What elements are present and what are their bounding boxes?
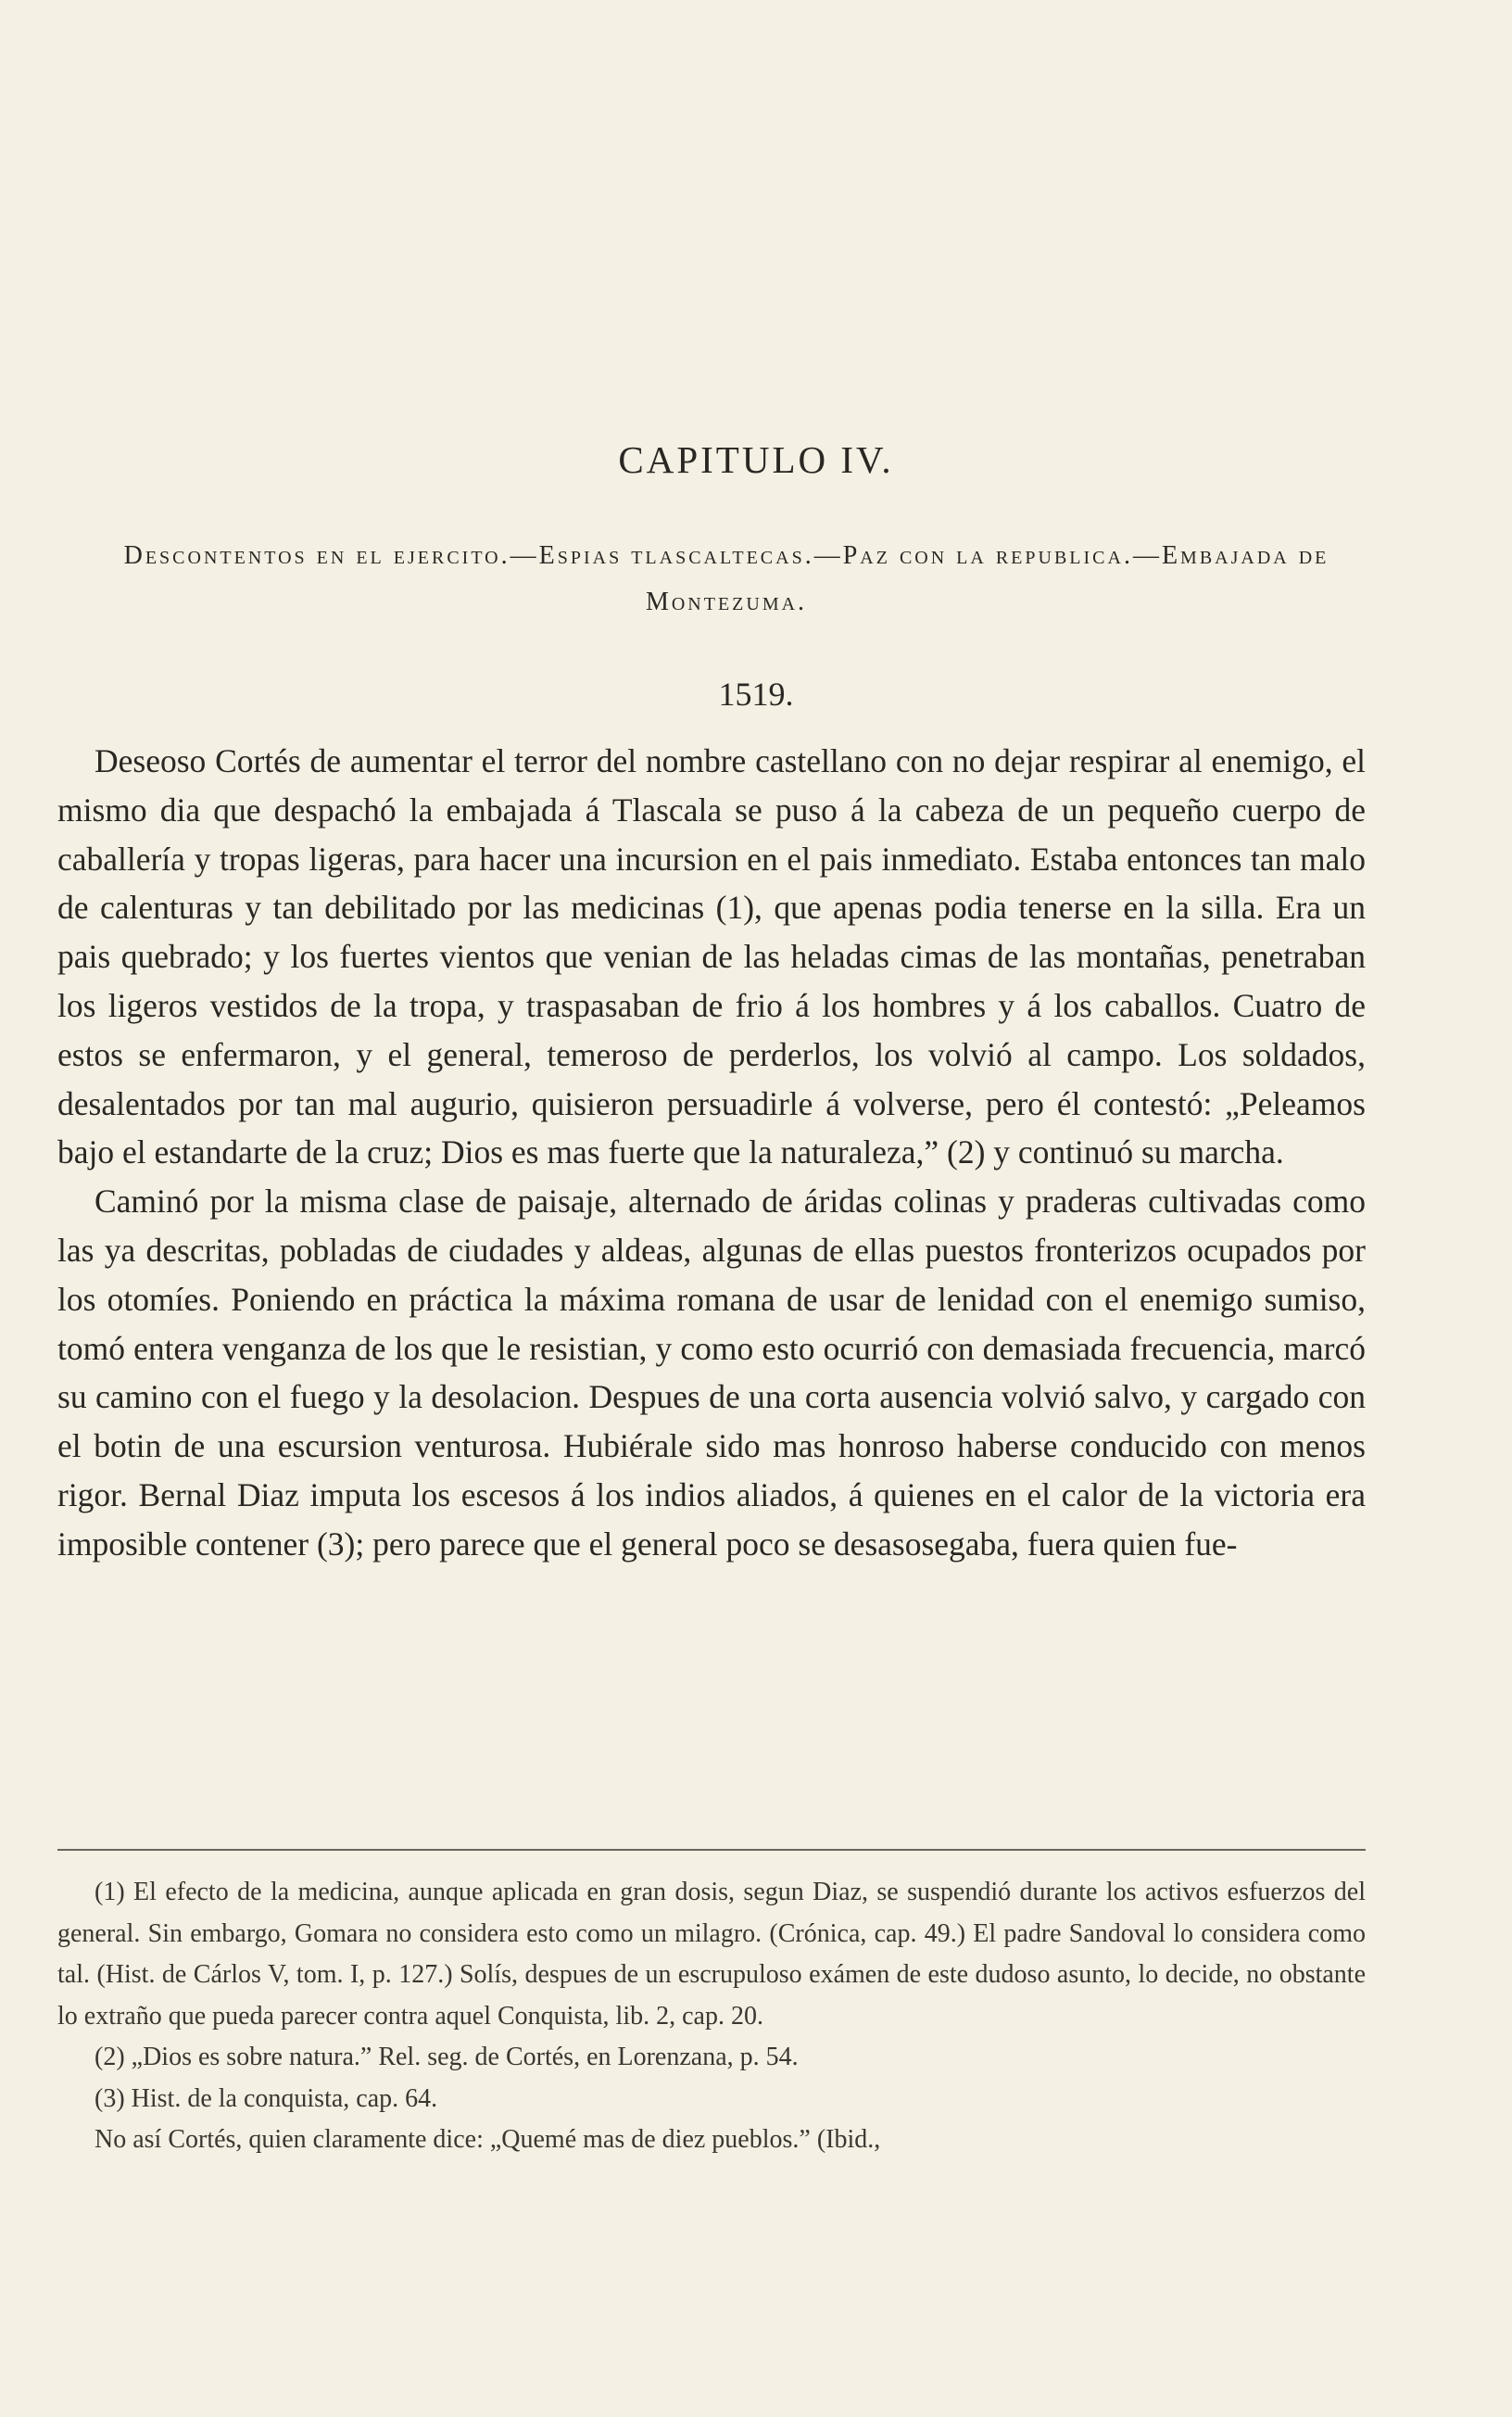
- paragraph: Caminó por la misma clase de paisaje, alternado de áridas colinas y praderas cultivadas como las ya descritas, pobladas de ciudades y aldeas, algunas de ellas puestos fronterizos ocupados por los otomíes. Poniendo en práctica la máxima romana de usar de lenidad con el enemigo sumiso, tomó entera venganza de los que le resistian, y como esto ocurrió con demasiada frecuencia, marcó su camino con el fuego y la desolacion. Despues de una corta ausencia volvió salvo, y cargado con el botin de una escursion venturosa. Hubiérale sido mas honroso haberse conducido con menos rigor. Bernal Diaz imputa los escesos á los indios aliados, á quienes en el calor de la victoria era imposible contener (3); pero parece que el general poco se desasosegaba, fuera quien fue-: [57, 1183, 1366, 1563]
- body-text: [57, 737, 1366, 1569]
- chapter-year: 1519.: [718, 676, 794, 713]
- chapter-subtitle: Descontentos en el ejercito.—Espias tlascaltecas.—Paz con la republica.—Embajada de Montezuma.: [123, 541, 1329, 616]
- footnote-divider: [57, 1849, 1366, 1851]
- footnotes: [57, 1872, 1366, 2161]
- footnote: (2) „Dios es sobre natura.” Rel. seg. de Cortés, en Lorenzana, p. 54.: [94, 2043, 799, 2071]
- chapter-title: CAPITULO IV.: [618, 438, 894, 481]
- paragraph: Deseoso Cortés de aumentar el terror del nombre castellano con no dejar respirar al enemigo, el mismo dia que despachó la embajada á Tlascala se puso á la cabeza de un pequeño cuerpo de caballería y tropas ligeras, para hacer una incursion en el pais inmediato. Estaba entonces tan malo de calenturas y tan debilitado por las medicinas (1), que apenas podia tenerse en la silla. Era un pais quebrado; y los fuertes vientos que venian de las heladas cimas de las montañas, penetraban los ligeros vestidos de la tropa, y traspasaban de frio á los hombres y á los caballos. Cuatro de estos se enfermaron, y el general, temeroso de perderlos, los volvió al campo. Los soldados, desalentados por tan mal augurio, quisieron persuadirle á volverse, pero él contestó: „Peleamos bajo el estandarte de la cruz; Dios es mas fuerte que la naturaleza,” (2) y continuó su marcha.: [57, 742, 1366, 1171]
- footnote: (3) Hist. de la conquista, cap. 64.: [94, 2083, 438, 2113]
- footnote: (1) El efecto de la medicina, aunque aplicada en gran dosis, segun Diaz, se suspendió durante los activos esfuerzos del general. Sin embargo, Gomara no considera esto como un milagro. (Crónica, cap. 49.) El padre Sandoval lo considera como tal. (Hist. de Cárlos V, tom. I, p. 127.) Solís, despues de un escrupuloso exámen de este dudoso asunto, lo decide, no obstante lo extraño que pueda parecer contra aquel Conquista, lib. 2, cap. 20.: [57, 1878, 1366, 2031]
- footnote: No así Cortés, quien claramente dice: „Quemé mas de diez pueblos.” (Ibid.,: [94, 2125, 881, 2154]
